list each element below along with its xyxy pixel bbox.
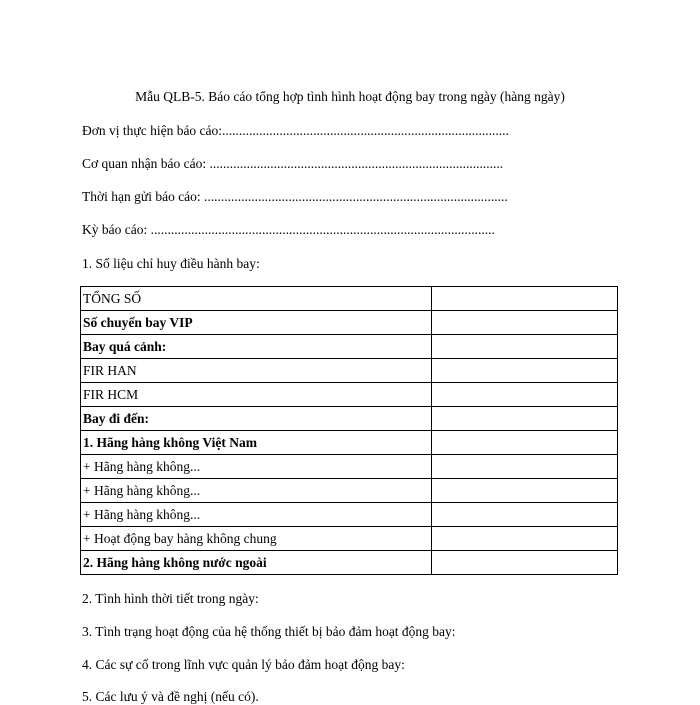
field-receiving-agency: Cơ quan nhận báo cáo: ....................................................................................... (82, 156, 504, 171)
row-value-cell[interactable] (432, 311, 618, 335)
row-value-cell[interactable] (432, 551, 618, 575)
table-row (81, 287, 618, 311)
row-label: + Hãng hàng không... (81, 503, 432, 527)
row-label: 1. Hãng hàng không Việt Nam (81, 431, 432, 455)
table-row (81, 503, 618, 527)
row-label: Bay quá cảnh: (81, 335, 432, 359)
row-value-cell[interactable] (432, 359, 618, 383)
table-row (81, 527, 618, 551)
row-label: FIR HAN (81, 359, 432, 383)
row-label: FIR HCM (81, 383, 432, 407)
form-title: Mẫu QLB-5. Báo cáo tổng hợp tình hình hoạt động bay trong ngày (hàng ngày) (135, 89, 565, 104)
section-2-heading: 2. Tình hình thời tiết trong ngày: (82, 591, 259, 606)
row-label: Số chuyến bay VIP (81, 311, 432, 335)
table-row (81, 479, 618, 503)
row-label: 2. Hãng hàng không nước ngoài (81, 551, 432, 575)
field-reporting-period: Kỳ báo cáo: ...................................................................................................... (82, 222, 495, 237)
field-submission-deadline: Thời hạn gửi báo cáo: .......................................................................................... (82, 189, 508, 204)
row-value-cell[interactable] (432, 527, 618, 551)
table-row (81, 551, 618, 575)
table-row (81, 311, 618, 335)
table-row (81, 431, 618, 455)
row-value-cell[interactable] (432, 503, 618, 527)
table-row (81, 407, 618, 431)
row-label: Bay đi đến: (81, 407, 432, 431)
row-value-cell[interactable] (432, 383, 618, 407)
row-value-cell[interactable] (432, 407, 618, 431)
row-label: + Hoạt động bay hàng không chung (81, 527, 432, 551)
row-value-cell[interactable] (432, 479, 618, 503)
row-value-cell[interactable] (432, 335, 618, 359)
row-value-cell[interactable] (432, 287, 618, 311)
section-4-heading: 4. Các sự cố trong lĩnh vực quản lý bảo đảm hoạt động bay: (82, 657, 405, 672)
row-label: + Hãng hàng không... (81, 455, 432, 479)
table-row (81, 335, 618, 359)
row-value-cell[interactable] (432, 431, 618, 455)
field-reporting-unit: Đơn vị thực hiện báo cáo:..................................................................................... (82, 123, 509, 138)
section-5-heading: 5. Các lưu ý và đề nghị (nếu có). (82, 689, 259, 704)
table-row (81, 455, 618, 479)
section-1-heading: 1. Số liệu chỉ huy điều hành bay: (82, 256, 260, 271)
row-label: TỔNG SỐ (81, 287, 432, 311)
table-row (81, 383, 618, 407)
row-label: + Hãng hàng không... (81, 479, 432, 503)
row-value-cell[interactable] (432, 455, 618, 479)
section-3-heading: 3. Tình trạng hoạt động của hệ thống thiết bị bảo đảm hoạt động bay: (82, 624, 456, 639)
table-row (81, 359, 618, 383)
flight-statistics-table (80, 286, 618, 575)
